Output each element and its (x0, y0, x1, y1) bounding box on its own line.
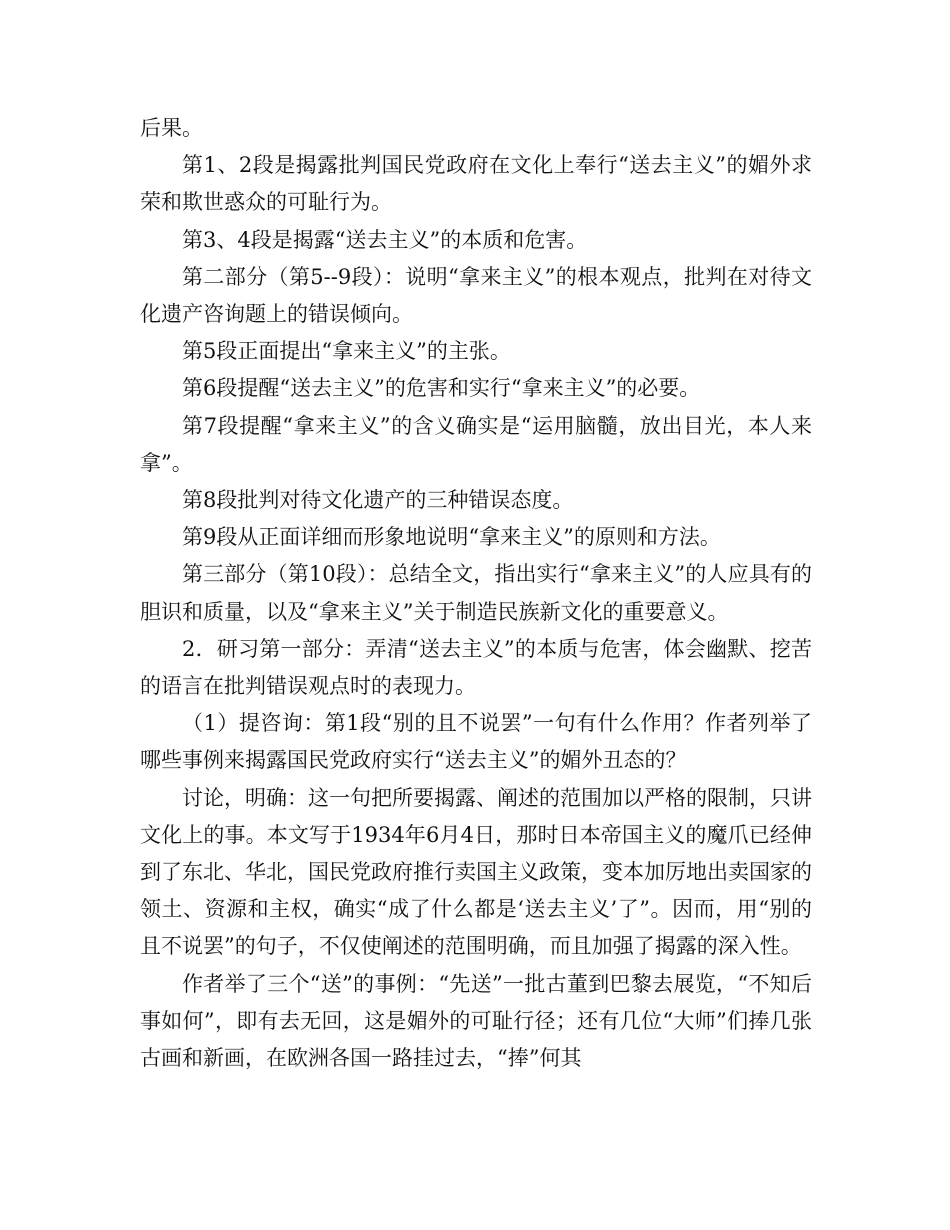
paragraph: 第三部分（第10段）：总结全文，指出实行“拿来主义”的人应具有的胆识和质量，以及“拿来主义”关于制造民族新文化的重要意义。 (140, 562, 812, 624)
paragraph: 第7段提醒“拿来主义”的含义确实是“运用脑髓，放出目光，本人来拿”。 (140, 413, 812, 475)
paragraph: 第8段批判对待文化遗产的三种错误态度。 (182, 488, 574, 513)
paragraph: 第3、4段是揭露“送去主义”的本质和危害。 (182, 227, 588, 252)
paragraph: 第6段提醒“送去主义”的危害和实行“拿来主义”的必要。 (182, 376, 701, 401)
paragraph: 第二部分（第5--9段）：说明“拿来主义”的根本观点，批判在对待文化遗产咨询题上的错误倾向。 (140, 264, 812, 327)
paragraph: 第5段正面提出“拿来主义”的主张。 (182, 339, 511, 364)
paragraph: 讨论，明确：这一句把所要揭露、阐述的范围加以严格的限制，只讲文化上的事。本文写于1934年6月4日，那时日本帝国主义的魔爪已经伸到了东北、华北，国民党政府推行卖国主义政策，变本加厉地出卖国家的领土、资源和主权，确实“成了什么都是‘送去主义’了”。因而，用“别的且不说罢”的句子，不仅使阐述的范围明确，而且加强了揭露的深入性。 (140, 785, 812, 959)
paragraph: （1）提咨询：第1段“别的且不说罢”一句有什么作用？作者列举了哪些事例来揭露国民党政府实行“送去主义”的媚外丑态的？ (140, 711, 812, 773)
paragraph: 后果。 (140, 116, 203, 140)
document-body (140, 110, 812, 1077)
paragraph: 作者举了三个“送”的事例：“先送”一批古董到巴黎去展览，“不知后事如何”，即有去无回，这是媚外的可耻行径；还有几位“大师”们捧几张古画和新画，在欧洲各国一路挂过去，“捧”何其 (140, 971, 812, 1071)
paragraph: 第9段从正面详细而形象地说明“拿来主义”的原则和方法。 (182, 525, 721, 550)
paragraph: 2．研习第一部分：弄清“送去主义”的本质与危害，体会幽默、挖苦的语言在批判错误观点时的表现力。 (140, 636, 812, 699)
paragraph: 第1、2段是揭露批判国民党政府在文化上奉行“送去主义”的媚外求荣和欺世惑众的可耻行为。 (140, 153, 812, 215)
